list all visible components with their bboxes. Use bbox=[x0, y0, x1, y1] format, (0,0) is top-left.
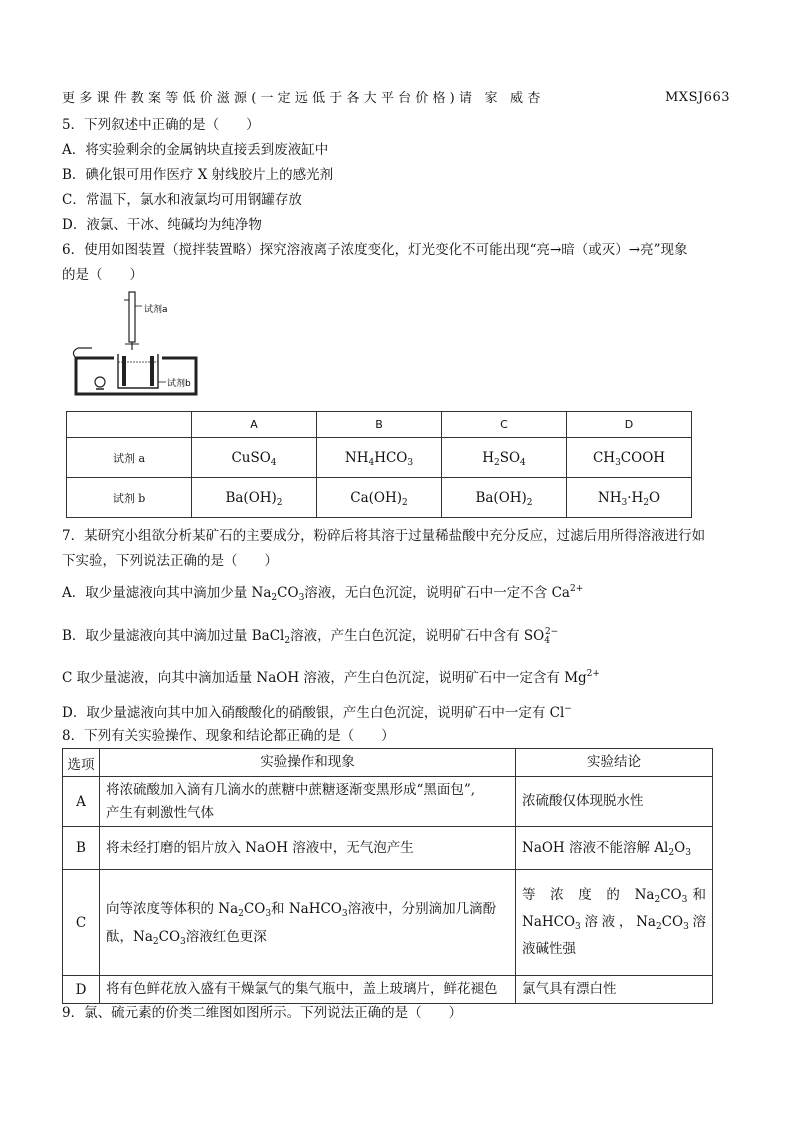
q7-option-a: A．取少量滤液向其中滴加少量 $Na_2CO_3$溶液，无白色沉淀，说明矿石中一定不含 $Ca^{2+}$ bbox=[62, 584, 584, 603]
q5-option-d: D．液氯、干冰、纯碱均为纯净物 bbox=[62, 217, 262, 233]
q6-cell-b-d: $NH_3\cdot H_2O$ bbox=[567, 478, 692, 518]
q6-stem-line1: 6．使用如图装置（搅拌装置略）探究溶液离子浓度变化，灯光变化不可能出现“亮→暗（或灭）→亮”现象 bbox=[62, 242, 688, 258]
q7-option-b: B．取少量滤液向其中滴加过量 BaCl$_2$溶液，产生白色沉淀，说明矿石中含有 $SO_4^{2-}$ bbox=[62, 627, 559, 646]
q8-stem: 8．下列有关实验操作、现象和结论都正确的是（ ） bbox=[62, 728, 395, 744]
q8-d-conclusion: 氯气具有漂白性 bbox=[516, 976, 713, 1004]
q6-header-b: B bbox=[317, 412, 442, 438]
q8-a-conclusion: 浓硫酸仅体现脱水性 bbox=[516, 777, 713, 827]
q6-row-b-label: 试剂 b bbox=[67, 478, 192, 518]
q6-cell-b-b: $Ca(OH)_2$ bbox=[317, 478, 442, 518]
reagent-a-label: 试剂a bbox=[144, 305, 168, 315]
q5-option-a: A．将实验剩余的金属钠块直接丢到废液缸中 bbox=[62, 142, 329, 158]
q6-header-c: C bbox=[442, 412, 567, 438]
q8-a-operation: 将浓硫酸加入滴有几滴水的蔗糖中蔗糖逐渐变黑形成“黑面包”, 产生有刺激性气体 bbox=[100, 777, 516, 827]
q6-header-d: D bbox=[567, 412, 692, 438]
q6-cell-a-b: $NH_4HCO_3$ bbox=[317, 438, 442, 478]
q5-option-c: C．常温下，氯水和液氯均可用钢罐存放 bbox=[62, 192, 302, 208]
q8-c-conclusion: 等 浓 度 的 $Na_2CO_3$和 NaHCO$_3$溶液，$Na_2CO_3$溶 液碱性强 bbox=[516, 870, 713, 976]
q8-option-d: D bbox=[63, 976, 100, 1004]
q6-cell-a-a: CuSO$_4$ bbox=[192, 438, 317, 478]
q6-stem-line2: 的是（ ） bbox=[62, 267, 143, 283]
q6-cell-b-a: $Ba(OH)_2$ bbox=[192, 478, 317, 518]
q6-reagent-table bbox=[66, 411, 692, 518]
q8-option-a: A bbox=[63, 777, 100, 827]
q8-header-conclusion: 实验结论 bbox=[516, 749, 713, 777]
q8-b-conclusion: NaOH 溶液不能溶解 $Al_2O_3$ bbox=[516, 827, 713, 870]
q7-stem-line2: 下实验，下列说法正确的是（ ） bbox=[62, 553, 278, 569]
q9-stem: 9．氯、硫元素的价类二维图如图所示。下列说法正确的是（ ） bbox=[62, 1005, 463, 1021]
q8-d-operation: 将有色鲜花放入盛有干燥氯气的集气瓶中，盖上玻璃片，鲜花褪色 bbox=[100, 976, 516, 1004]
q7-option-d: D．取少量滤液向其中加入硝酸酸化的硝酸银，产生白色沉淀，说明矿石中一定有 Cl− bbox=[62, 704, 572, 721]
beaker-icon bbox=[118, 354, 158, 388]
q6-row-a-label: 试剂 a bbox=[67, 438, 192, 478]
q8-option-c: C bbox=[63, 870, 100, 976]
page-header: 更多课件教案等低价滋源(一定远低于各大平台价格)请 家 威杏 bbox=[62, 91, 545, 106]
burette-icon bbox=[124, 292, 142, 350]
q8-header-operation: 实验操作和现象 bbox=[100, 749, 516, 777]
q5-stem: 5．下列叙述中正确的是（ ） bbox=[62, 117, 260, 133]
q6-header-a: A bbox=[192, 412, 317, 438]
q6-cell-b-c: $Ba(OH)_2$ bbox=[442, 478, 567, 518]
q8-option-b: B bbox=[63, 827, 100, 870]
document-code: MXSJ663 bbox=[665, 90, 730, 105]
q7-stem-line1: 7．某研究小组欲分析某矿石的主要成分，粉碎后将其溶于过量稀盐酸中充分反应，过滤后用所得溶液进行如 bbox=[62, 528, 706, 544]
q7-option-c: C 取少量滤液，向其中滴加适量 NaOH 溶液，产生白色沉淀，说明矿石中一定含有 $Mg^{2+}$ bbox=[62, 669, 600, 686]
q8-b-operation: 将未经打磨的铝片放入 NaOH 溶液中，无气泡产生 bbox=[100, 827, 516, 870]
q6-cell-a-c: $H_2SO_4$ bbox=[442, 438, 567, 478]
q8-c-operation: 向等浓度等体积的 $Na_2CO_3$和 NaHCO$_3$溶液中，分别滴加几滴酚 酞，$Na_2CO_3$溶液红色更深 bbox=[100, 870, 516, 976]
q8-experiment-table bbox=[62, 748, 713, 1004]
q6-cell-a-d: $CH_3COOH$ bbox=[567, 438, 692, 478]
conductivity-apparatus-figure bbox=[66, 290, 216, 408]
q5-option-b: B．碘化银可用作医疗 X 射线胶片上的感光剂 bbox=[62, 167, 334, 183]
q8-header-option: 选项 bbox=[63, 749, 100, 777]
reagent-b-label: 试剂b bbox=[167, 379, 191, 389]
light-bulb-icon bbox=[95, 377, 105, 389]
